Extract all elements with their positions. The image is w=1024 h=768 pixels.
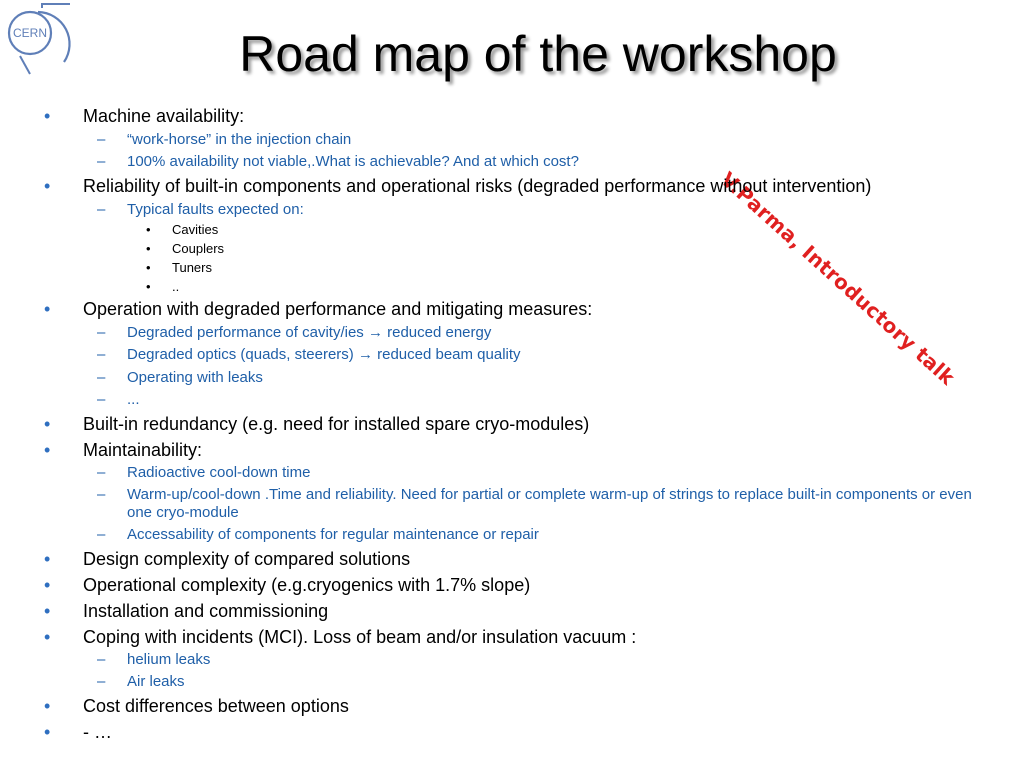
subitem-accessability: Accessability of components for regular maintenance or repair (127, 526, 539, 543)
bullet-icon: • (44, 722, 51, 742)
item-cost-differences: Cost differences between options (83, 696, 349, 716)
subitem-ellipsis: ... (127, 391, 140, 408)
item-machine-availability: Machine availability: (83, 106, 245, 126)
bullet-icon: • (44, 575, 51, 595)
item-dash-ellipsis: - … (83, 722, 112, 742)
bullet-icon: • (146, 222, 151, 237)
dash-icon: – (97, 673, 106, 690)
slide-title: Road map of the workshop (239, 26, 837, 82)
bullet-icon: • (44, 549, 51, 569)
author-stamp: V.Parma, Introductory talk (715, 167, 960, 390)
bullet-icon: • (146, 260, 151, 275)
item-redundancy: Built-in redundancy (e.g. need for installed spare cryo-modules) (83, 414, 590, 434)
subsubitem-dots: .. (172, 279, 180, 294)
subsubitem-cavities: Cavities (172, 222, 219, 237)
dash-icon: – (97, 346, 106, 363)
subsubitem-tuners: Tuners (172, 260, 212, 275)
subitem-typical-faults: Typical faults expected on: (127, 201, 304, 218)
dash-icon: – (97, 324, 106, 341)
dash-icon: – (97, 369, 106, 386)
bullet-icon: • (44, 176, 51, 196)
subitem-cooldown-time: Radioactive cool-down time (127, 464, 311, 481)
dash-icon: – (97, 391, 106, 408)
bullet-icon: • (146, 241, 151, 256)
bullet-icon: • (44, 440, 51, 460)
item-design-complexity: Design complexity of compared solutions (83, 549, 411, 569)
subitem-degraded-cavities: Degraded performance of cavity/ies → reduced energy (127, 324, 492, 341)
subitem-work-horse: “work-horse” in the injection chain (127, 131, 352, 148)
item-operational-complexity: Operational complexity (e.g.cryogenics with 1.7% slope) (83, 575, 531, 595)
dash-icon: – (97, 651, 106, 668)
bullet-icon: • (44, 696, 51, 716)
item-installation: Installation and commissioning (83, 601, 329, 621)
dash-icon: – (97, 464, 106, 481)
bullet-icon: • (44, 106, 51, 126)
item-maintainability: Maintainability: (83, 440, 203, 460)
bullet-icon: • (44, 299, 51, 319)
bullet-icon: • (44, 601, 51, 621)
item-coping: Coping with incidents (MCI). Loss of beam and/or insulation vacuum : (83, 627, 637, 647)
subitem-operating-leaks: Operating with leaks (127, 369, 263, 386)
item-reliability: Reliability of built-in components and operational risks (degraded performance without intervention) (83, 176, 872, 196)
bullet-icon: • (44, 627, 51, 647)
bullet-icon: • (44, 414, 51, 434)
dash-icon: – (97, 201, 106, 218)
svg-text:CERN: CERN (12, 26, 48, 40)
dash-icon: – (97, 526, 106, 543)
bullet-icon: • (146, 279, 151, 294)
dash-icon: – (97, 153, 106, 170)
subitem-helium-leaks: helium leaks (127, 651, 211, 668)
dash-icon: – (97, 131, 106, 148)
subitem-degraded-optics: Degraded optics (quads, steerers) → reduced beam quality (127, 346, 521, 363)
subitem-availability: 100% availability not viable,.What is achievable? And at which cost? (127, 153, 579, 170)
item-operation-degraded: Operation with degraded performance and mitigating measures: (83, 299, 593, 319)
subsubitem-couplers: Couplers (172, 241, 225, 256)
dash-icon: – (97, 486, 106, 503)
subitem-warmup: Warm-up/cool-down .Time and reliability. Need for partial or complete warm-up of strings to replace built-in components or even one cryo-module (127, 486, 972, 521)
subitem-air-leaks: Air leaks (127, 673, 185, 690)
